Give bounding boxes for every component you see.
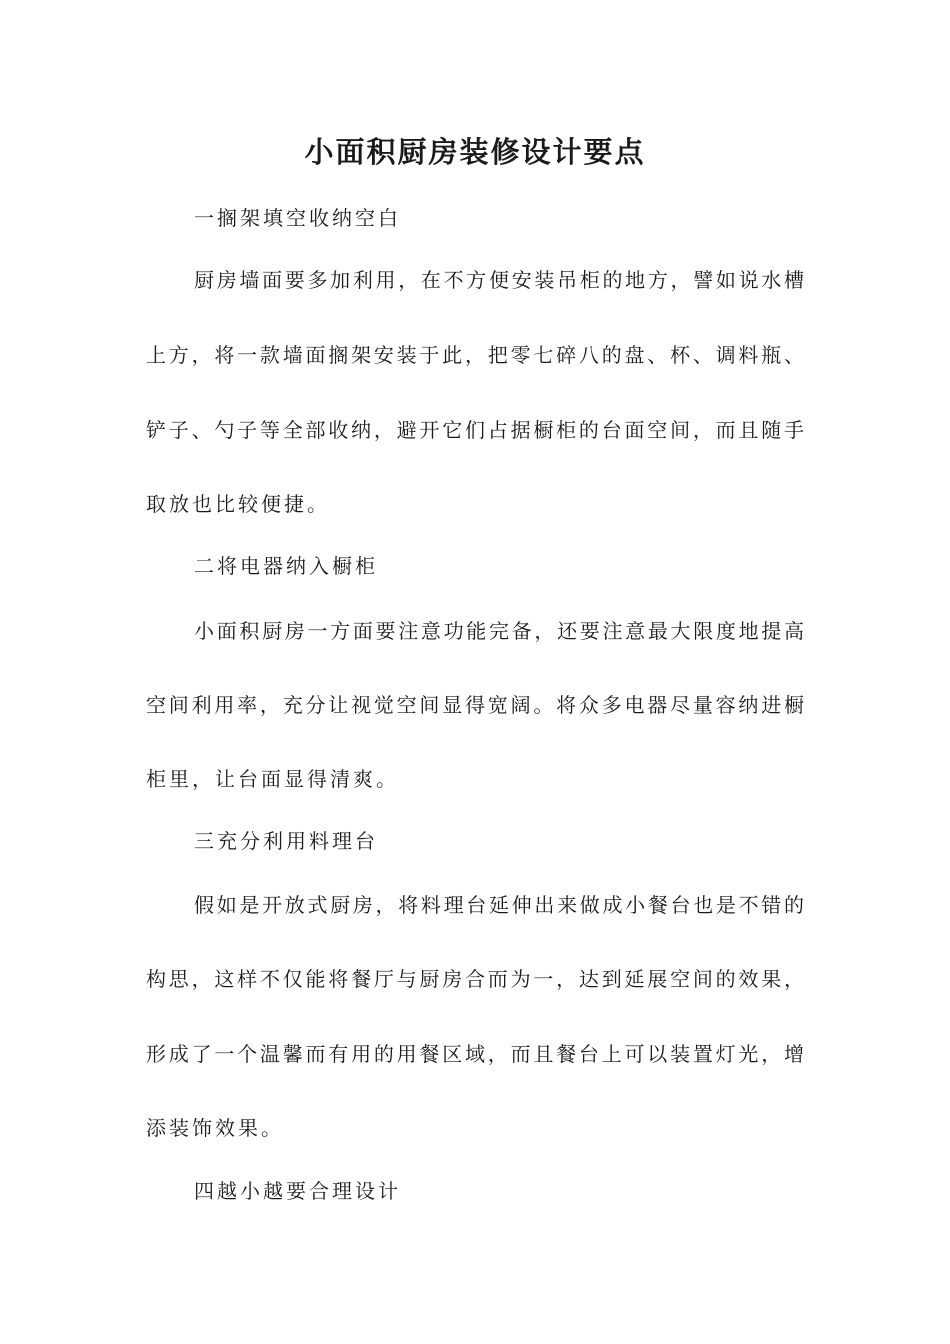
page-title: 小面积厨房装修设计要点 (304, 135, 646, 169)
paragraph-line: 形成了一个温馨而有用的用餐区域，而且餐台上可以装置灯光，增 (146, 1042, 804, 1066)
paragraph-line: 构思，这样不仅能将餐厅与厨房合而为一，达到延展空间的效果， (146, 967, 804, 991)
section-heading-3: 三充分利用料理台 (194, 829, 378, 853)
paragraph-line: 取放也比较便捷。 (146, 492, 330, 516)
section-heading-2: 二将电器纳入橱柜 (194, 554, 378, 578)
paragraph-line: 铲子、勺子等全部收纳，避开它们占据橱柜的台面空间，而且随手 (146, 418, 804, 442)
paragraph-line: 柜里，让台面显得清爽。 (146, 767, 399, 791)
paragraph-line: 假如是开放式厨房，将料理台延伸出来做成小餐台也是不错的 (194, 893, 804, 917)
section-heading-4: 四越小越要合理设计 (194, 1179, 401, 1203)
section-heading-1: 一搁架填空收纳空白 (194, 206, 401, 230)
paragraph-line: 添装饰效果。 (146, 1116, 284, 1140)
paragraph-line: 厨房墙面要多加利用，在不方便安装吊柜的地方，譬如说水槽 (194, 268, 804, 292)
paragraph-line: 小面积厨房一方面要注意功能完备，还要注意最大限度地提高 (194, 619, 804, 643)
paragraph-line: 上方，将一款墙面搁架安装于此，把零七碎八的盘、杯、调料瓶、 (146, 343, 804, 367)
paragraph-line: 空间利用率，充分让视觉空间显得宽阔。将众多电器尽量容纳进橱 (146, 693, 804, 717)
